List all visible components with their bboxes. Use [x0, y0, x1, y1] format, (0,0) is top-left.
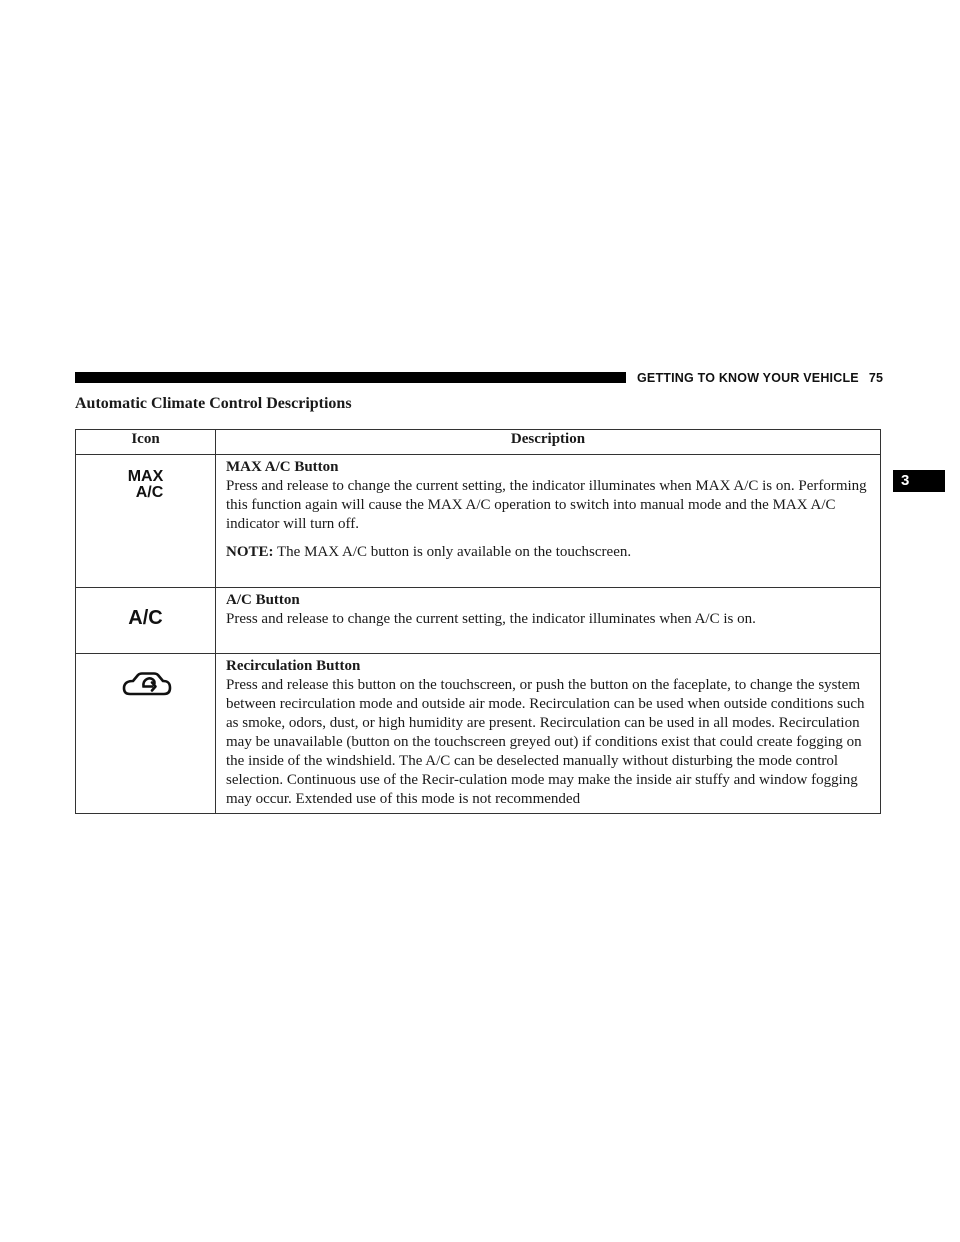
table-row [76, 654, 881, 814]
header-rule [75, 372, 626, 383]
description-cell [216, 654, 881, 814]
column-header-description: Description [216, 430, 881, 455]
description-cell [216, 455, 881, 588]
page-number: 75 [868, 371, 884, 385]
row-title: MAX A/C Button [226, 459, 339, 475]
description-cell [216, 588, 881, 654]
row-title: Recirculation Button [226, 658, 361, 674]
chapter-tab: 3 [893, 470, 945, 492]
table-header-row [76, 430, 881, 455]
ac-icon: A/C [128, 607, 163, 629]
table-row [76, 455, 881, 588]
section-title: Automatic Climate Control Descriptions [75, 395, 352, 412]
row-note [226, 543, 874, 562]
row-body: Press and release to change the current setting, the indicator illuminates when A/C is on. [226, 611, 756, 627]
note-text: The MAX A/C button is only available on the touchscreen. [277, 544, 632, 560]
column-header-icon: Icon [76, 430, 216, 455]
climate-control-table [75, 429, 881, 814]
note-label: NOTE: [226, 544, 274, 560]
recirculation-icon [118, 670, 174, 706]
icon-cell [76, 455, 216, 588]
row-body: Press and release this button on the touchscreen, or push the button on the faceplate, to change the system between recirculation mode and outside air mode. Recirculation can be used when outside conditions such as smoke, odors, dust, or high humidity are present. Recirculation can be used in all modes. Recirculation may be unavailable (button on the touchscreen greyed out) if conditions exist that could create fogging on the inside of the windshield. The A/C can be deselected manually without disturbing the mode control selection. Continuous use of the Recir-culation mode may make the inside air stuffy and window fogging may occur. Extended use of this mode is not recommended [226, 677, 865, 807]
header-title: GETTING TO KNOW YOUR VEHICLE [637, 371, 859, 385]
row-body: Press and release to change the current setting, the indicator illuminates when MAX A/C is on. Performing this function again will cause the MAX A/C operation to switch into manual mode and the MAX A/C indicator will turn off. [226, 478, 867, 532]
icon-cell [76, 588, 216, 654]
max-ac-icon: MAX A/C [127, 468, 164, 501]
running-header [637, 370, 883, 386]
row-title: A/C Button [226, 592, 300, 608]
icon-cell [76, 654, 216, 814]
table-row [76, 588, 881, 654]
